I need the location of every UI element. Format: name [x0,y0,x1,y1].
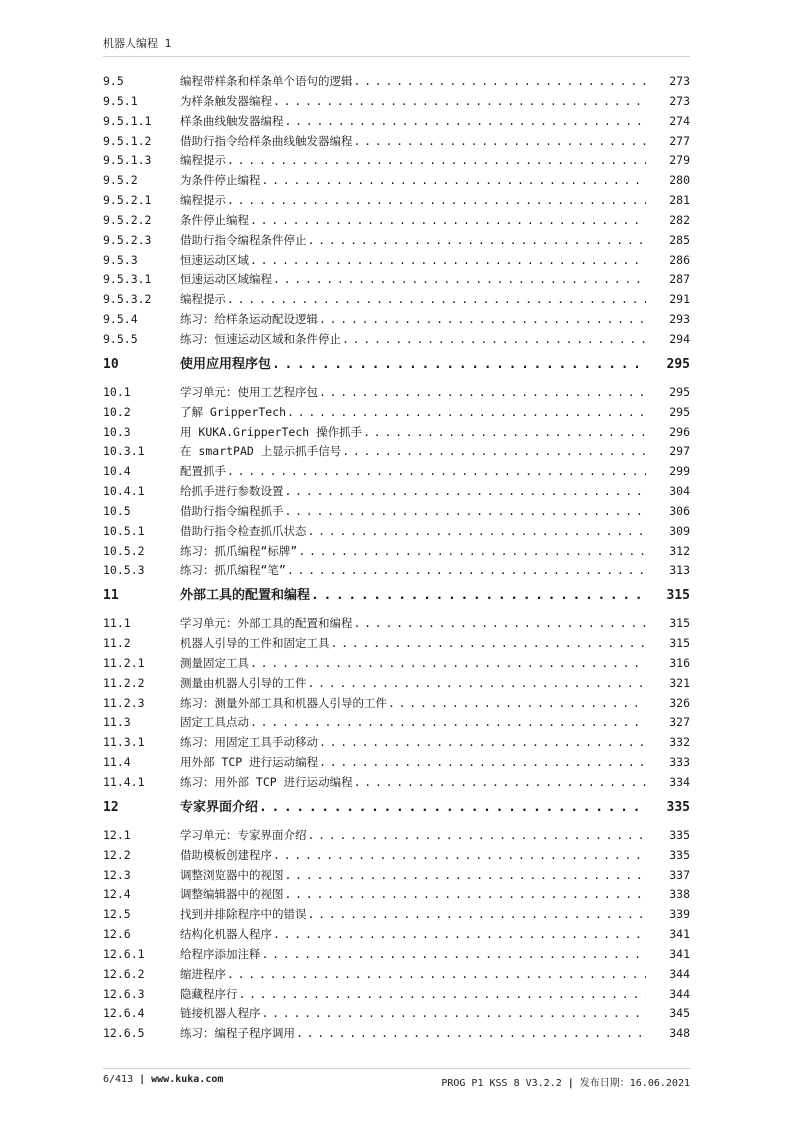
toc-section-title: 链接机器人程序 [180,1006,261,1021]
running-header: 机器人编程 1 [103,37,172,50]
page-footer [103,1074,690,1089]
toc-entry[interactable] [103,310,690,330]
toc-page-number: 285 [669,232,690,247]
toc-entry[interactable] [103,462,690,482]
toc-section-number: 10.1 [103,384,131,399]
toc-entry[interactable] [103,522,690,542]
footer-right [441,1074,690,1089]
toc-dot-leader [262,171,647,191]
toc-section-number: 12.2 [103,847,131,862]
toc-section-number: 9.5.4 [103,312,138,327]
toc-entry[interactable] [103,694,690,714]
toc-section-number: 10.5.2 [103,543,145,558]
toc-page-number: 348 [669,1026,690,1041]
toc-dot-leader [298,542,646,562]
toc-dot-leader [342,330,646,350]
toc-page-number: 335 [669,827,690,842]
toc-page-number: 327 [669,715,690,730]
toc-page-number: 335 [669,847,690,862]
toc-dot-leader [354,773,646,793]
toc-dot-leader [308,231,647,251]
toc-page-number: 335 [666,799,690,815]
toc-dot-leader [331,634,647,654]
toc-section-number: 9.5.3.1 [103,272,152,287]
toc-section-number: 11.4.1 [103,775,145,789]
toc-dot-leader [273,92,646,112]
toc-entry[interactable] [103,171,690,191]
toc-page-number: 299 [669,464,690,479]
toc-section-title: 条件停止编程 [180,212,249,227]
toc-page-number: 341 [669,946,690,961]
toc-entry[interactable] [103,270,690,290]
toc-dot-leader [285,866,647,886]
toc-section-title: 借助行指令给样条曲线触发器编程 [180,133,353,148]
toc-entry[interactable] [103,985,690,1005]
toc-section-number: 12.6 [103,927,131,942]
toc-section-title: 练习：恒速运动区域和条件停止 [180,331,341,346]
toc-page-number: 344 [669,986,690,1001]
toc-dot-leader [227,151,646,171]
toc-section-number: 11.1 [103,616,131,631]
toc-entry[interactable] [103,290,690,310]
toc-page-number: 339 [669,907,690,922]
toc-page-number: 332 [669,735,690,750]
toc-page-number: 293 [669,312,690,327]
toc-section-number: 9.5 [103,74,124,88]
toc-entry[interactable] [103,191,690,211]
toc-section-number: 10.4.1 [103,484,145,499]
toc-page-number: 321 [669,675,690,690]
footer-left [103,1074,223,1089]
toc-page-number: 295 [666,356,690,372]
toc-entry[interactable] [103,826,690,846]
toc-section-number: 12.5 [103,907,131,922]
toc-section-title: 专家界面介绍 [180,799,259,815]
toc-section-number: 11.2.3 [103,695,145,710]
toc-page-number: 282 [669,212,690,227]
toc-section-title: 给抓手进行参数设置 [180,484,284,499]
table-of-contents [103,72,690,1044]
toc-section-number: 10.5 [103,503,131,518]
toc-page-number: 313 [669,563,690,578]
toc-section-title: 为样条触发器编程 [180,93,272,108]
toc-dot-leader [287,561,646,581]
toc-page-number: 296 [669,424,690,439]
toc-dot-leader [259,796,646,820]
toc-entry[interactable] [103,112,690,132]
toc-dot-leader [250,211,646,231]
toc-dot-leader [262,945,647,965]
toc-chapter-entry[interactable] [103,353,690,377]
toc-entry[interactable] [103,945,690,965]
toc-page-number: 291 [669,292,690,307]
toc-section-title: 借助行指令编程条件停止 [180,232,307,247]
toc-page-number: 315 [669,636,690,651]
toc-section-title: 编程提示 [180,292,226,307]
toc-section-number: 9.5.1 [103,93,138,108]
toc-section-title: 借助行指令检查抓爪状态 [180,523,307,538]
toc-page-number: 334 [669,775,690,789]
document-id: PROG P1 KSS 8 V3.2.2 [441,1078,562,1089]
toc-dot-leader [227,965,646,985]
toc-entry[interactable] [103,965,690,985]
toc-page-number: 315 [669,616,690,631]
toc-page-number: 333 [669,755,690,770]
toc-section-title: 缩进程序 [180,966,226,981]
toc-dot-leader [273,846,646,866]
toc-entry[interactable] [103,403,690,423]
release-date: 发布日期：16.06.2021 [579,1078,690,1089]
toc-entry[interactable] [103,905,690,925]
toc-section-number: 9.5.2.1 [103,193,152,208]
toc-dot-leader [319,753,646,773]
toc-section-number: 9.5.1.3 [103,153,152,168]
toc-dot-leader [227,191,646,211]
toc-section-title: 在 smartPAD 上显示抓手信号 [180,444,342,459]
toc-dot-leader [273,925,646,945]
toc-section-number: 9.5.2 [103,173,138,188]
toc-page-number: 304 [669,484,690,499]
toc-dot-leader [227,290,646,310]
toc-entry[interactable] [103,1024,690,1044]
toc-dot-leader [388,694,646,714]
toc-section-number: 9.5.2.3 [103,232,152,247]
toc-section-number: 10.5.1 [103,523,145,538]
toc-page-number: 344 [669,966,690,981]
toc-page-number: 315 [666,588,690,604]
toc-section-number: 10.3 [103,424,131,439]
toc-entry[interactable] [103,654,690,674]
toc-entry[interactable] [103,885,690,905]
toc-section-number: 9.5.1.2 [103,133,152,148]
toc-section-title: 练习：给样条运动配设逻辑 [180,312,318,327]
toc-page-number: 337 [669,867,690,882]
toc-entry[interactable] [103,330,690,350]
footer-website-link[interactable]: www.kuka.com [151,1074,224,1085]
toc-entry[interactable] [103,211,690,231]
toc-dot-leader [285,112,647,132]
toc-section-title: 编程提示 [180,193,226,208]
toc-section-number: 9.5.2.2 [103,212,152,227]
toc-section-title: 测量由机器人引导的工件 [180,675,307,690]
toc-page-number: 295 [669,384,690,399]
toc-entry[interactable] [103,634,690,654]
toc-section-number: 12 [103,799,119,815]
toc-section-title: 练习：用固定工具手动移动 [180,735,318,750]
toc-section-title: 为条件停止编程 [180,173,261,188]
toc-entry[interactable] [103,773,690,793]
toc-dot-leader [285,502,647,522]
toc-page-number: 306 [669,503,690,518]
toc-page-number: 280 [669,173,690,188]
toc-section-title: 恒速运动区域编程 [180,272,272,287]
toc-entry[interactable] [103,674,690,694]
toc-section-title: 用外部 TCP 进行运动编程 [180,755,319,770]
toc-entry[interactable] [103,92,690,112]
toc-page-number: 316 [669,655,690,670]
toc-entry[interactable] [103,132,690,152]
toc-dot-leader [342,442,646,462]
toc-section-number: 11.2.1 [103,655,145,670]
toc-section-title: 了解 GripperTech [180,404,287,419]
toc-section-number: 12.6.2 [103,966,145,981]
toc-page-number: 312 [669,543,690,558]
toc-entry[interactable] [103,151,690,171]
toc-entry[interactable] [103,442,690,462]
toc-section-title: 学习单元：使用工艺程序包 [180,384,318,399]
toc-section-title: 给程序添加注释 [180,946,261,961]
toc-section-title: 隐藏程序行 [180,986,238,1001]
toc-section-title: 调整编辑器中的视图 [180,887,284,902]
toc-entry[interactable] [103,502,690,522]
toc-section-title: 编程带样条和样条单个语句的逻辑 [180,74,353,88]
toc-section-title: 使用应用程序包 [180,356,272,372]
toc-section-title: 机器人引导的工件和固定工具 [180,636,330,651]
toc-dot-leader [319,733,646,753]
toc-dot-leader [311,584,646,608]
toc-dot-leader [250,713,646,733]
toc-entry[interactable] [103,753,690,773]
toc-page-number: 281 [669,193,690,208]
toc-section-title: 借助行指令编程抓手 [180,503,284,518]
toc-dot-leader [250,251,646,271]
toc-section-number: 11.2 [103,636,131,651]
toc-section-number: 12.6.4 [103,1006,145,1021]
header-divider [103,56,690,57]
toc-section-title: 借助模板创建程序 [180,847,272,862]
toc-page-number: 294 [669,331,690,346]
toc-dot-leader [319,383,646,403]
toc-dot-leader [363,423,646,443]
toc-section-number: 11.3.1 [103,735,145,750]
toc-dot-leader [250,654,646,674]
toc-dot-leader [272,353,646,377]
toc-entry[interactable] [103,866,690,886]
toc-section-title: 结构化机器人程序 [180,927,272,942]
toc-page-number: 286 [669,252,690,267]
toc-section-number: 10.4 [103,464,131,479]
toc-section-number: 12.1 [103,827,131,842]
toc-section-number: 10 [103,356,119,372]
toc-page-number: 279 [669,153,690,168]
toc-section-title: 测量固定工具 [180,655,249,670]
toc-section-title: 恒速运动区域 [180,252,249,267]
toc-entry[interactable] [103,1004,690,1024]
toc-dot-leader [354,72,647,92]
toc-entry[interactable] [103,561,690,581]
toc-page-number: 274 [669,113,690,128]
toc-section-title: 外部工具的配置和编程 [180,588,311,604]
toc-entry[interactable] [103,614,690,634]
toc-section-number: 9.5.3 [103,252,138,267]
toc-page-number: 295 [669,404,690,419]
toc-dot-leader [285,885,647,905]
toc-section-number: 11.4 [103,755,131,770]
toc-entry[interactable] [103,423,690,443]
toc-dot-leader [308,905,647,925]
toc-dot-leader [273,270,646,290]
toc-section-number: 11.3 [103,715,131,730]
toc-entry[interactable] [103,733,690,753]
toc-section-number: 12.6.1 [103,946,145,961]
toc-page-number: 287 [669,272,690,287]
toc-section-number: 9.5.1.1 [103,113,152,128]
toc-dot-leader [308,522,647,542]
toc-entry[interactable] [103,925,690,945]
toc-page-number: 326 [669,695,690,710]
toc-dot-leader [227,462,646,482]
toc-section-title: 调整浏览器中的视图 [180,867,284,882]
toc-entry[interactable] [103,846,690,866]
toc-section-title: 学习单元：专家界面介绍 [180,827,307,842]
toc-dot-leader [308,674,647,694]
toc-dot-leader [262,1004,647,1024]
toc-page-number: 309 [669,523,690,538]
toc-entry[interactable] [103,482,690,502]
toc-section-number: 11.2.2 [103,675,145,690]
toc-section-title: 练习：抓爪编程“标牌” [180,543,298,558]
toc-dot-leader [239,985,647,1005]
toc-entry[interactable] [103,542,690,562]
toc-page-number: 345 [669,1006,690,1021]
toc-section-number: 10.5.3 [103,563,145,578]
toc-section-number: 12.6.3 [103,986,145,1001]
toc-dot-leader [287,403,646,423]
toc-entry[interactable] [103,231,690,251]
toc-dot-leader [354,132,647,152]
toc-section-title: 练习：编程子程序调用 [180,1026,295,1041]
toc-page-number: 277 [669,133,690,148]
toc-section-title: 配置抓手 [180,464,226,479]
toc-section-number: 9.5.3.2 [103,292,152,307]
toc-section-title: 学习单元：外部工具的配置和编程 [180,616,353,631]
toc-section-number: 12.4 [103,887,131,902]
toc-page-number: 273 [669,93,690,108]
toc-dot-leader [354,614,647,634]
toc-dot-leader [308,826,647,846]
toc-dot-leader [319,310,646,330]
toc-dot-leader [285,482,647,502]
toc-section-title: 练习：用外部 TCP 进行运动编程 [180,775,353,789]
toc-dot-leader [296,1024,646,1044]
toc-page-number: 338 [669,887,690,902]
toc-page-number: 341 [669,927,690,942]
footer-separator: | [139,1074,146,1085]
toc-section-title: 编程提示 [180,153,226,168]
toc-section-title: 样条曲线触发器编程 [180,113,284,128]
toc-section-title: 找到并排除程序中的错误 [180,907,307,922]
toc-page-number: 273 [669,74,690,88]
toc-section-number: 10.3.1 [103,444,145,459]
footer-divider [103,1068,690,1069]
toc-section-number: 9.5.5 [103,331,138,346]
footer-separator: | [567,1078,574,1089]
toc-section-title: 练习：测量外部工具和机器人引导的工件 [180,695,387,710]
toc-section-number: 12.6.5 [103,1026,145,1041]
toc-section-title: 用 KUKA.GripperTech 操作抓手 [180,424,363,439]
page-counter: 6/413 [103,1074,134,1085]
toc-chapter-entry[interactable] [103,584,690,608]
toc-entry[interactable] [103,72,690,92]
toc-section-number: 10.2 [103,404,131,419]
toc-page-number: 297 [669,444,690,459]
toc-chapter-entry[interactable] [103,796,690,820]
toc-section-number: 12.3 [103,867,131,882]
toc-entry[interactable] [103,251,690,271]
toc-section-title: 固定工具点动 [180,715,249,730]
toc-entry[interactable] [103,383,690,403]
toc-section-title: 练习：抓爪编程“笔” [180,563,286,578]
toc-entry[interactable] [103,713,690,733]
toc-section-number: 11 [103,588,119,604]
